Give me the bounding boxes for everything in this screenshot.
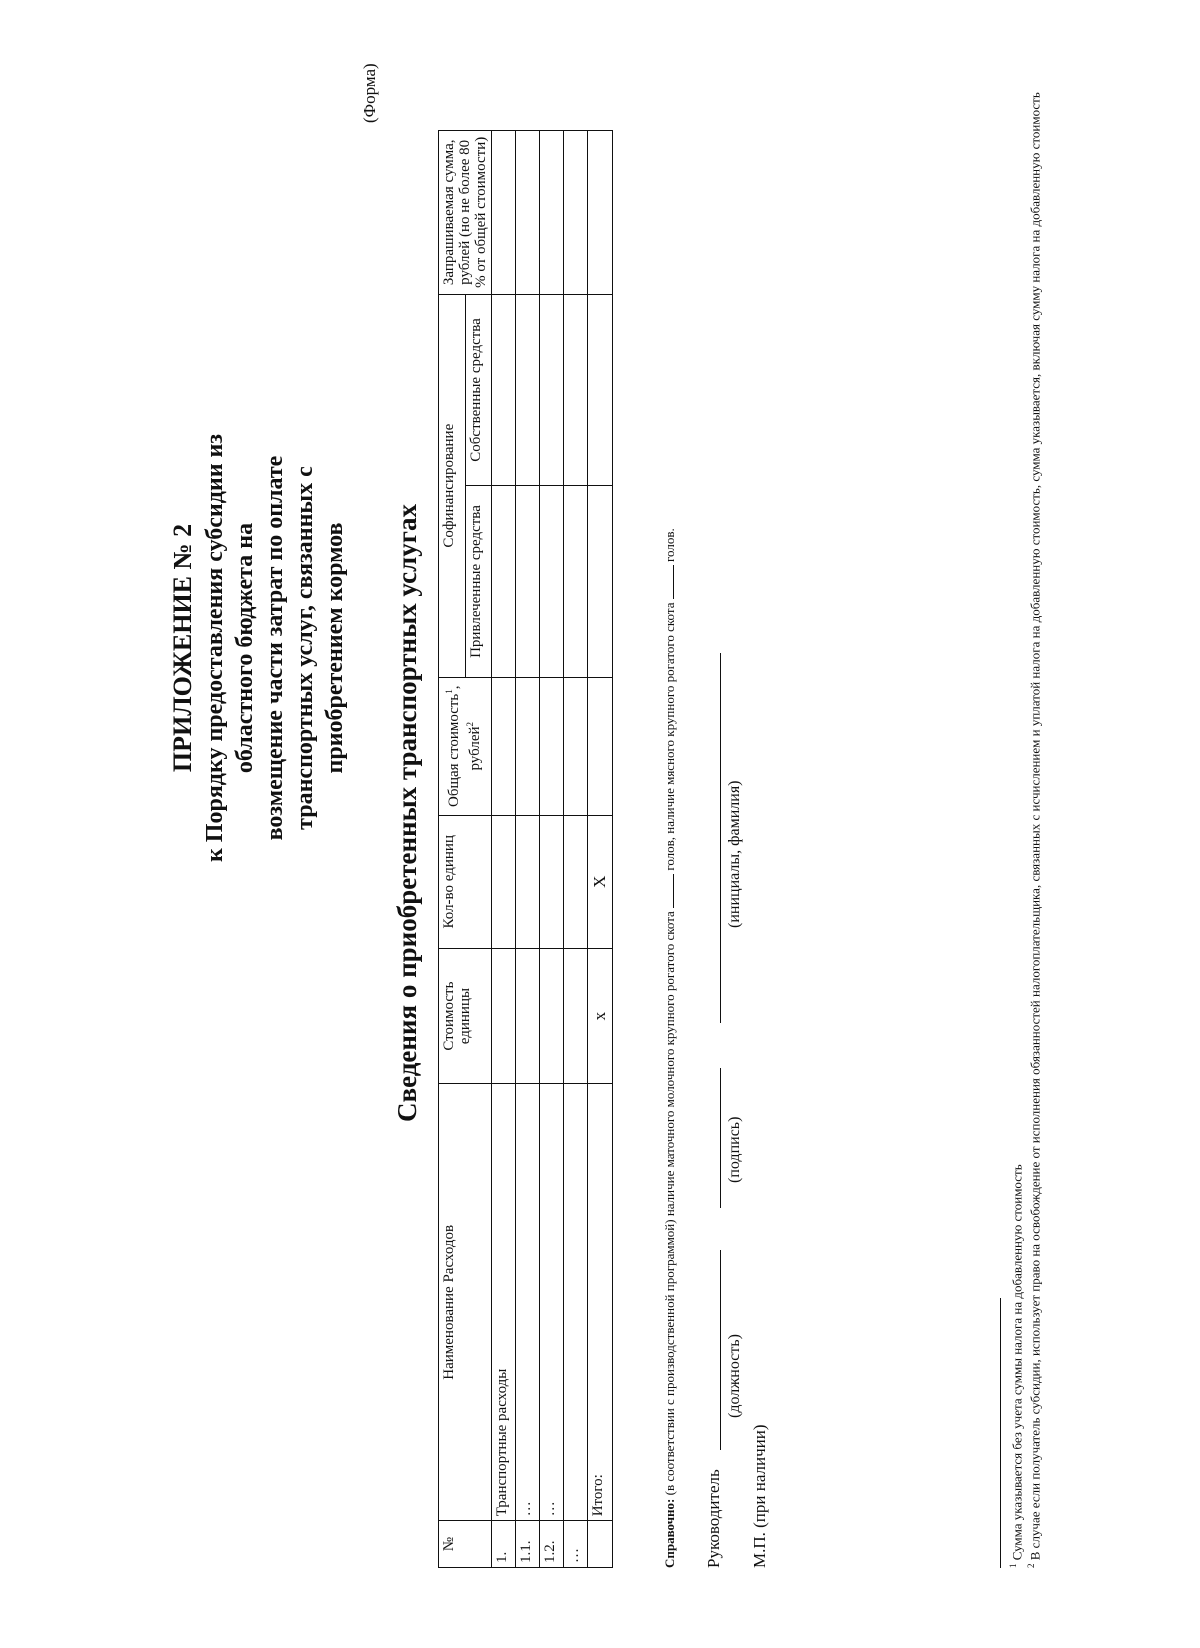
header-own-funds: Собственные средства	[465, 294, 492, 486]
row-cell	[540, 294, 564, 486]
row-cell	[588, 677, 613, 815]
header-num: №	[439, 1521, 492, 1568]
row-name	[564, 1084, 588, 1521]
row-num: 1.	[492, 1521, 516, 1568]
signature-block	[700, 468, 810, 1568]
row-cell	[516, 677, 540, 815]
footnote-text: В случае если получатель субсидии, использует право на освобождение от исполнения обязанностей налогоплательщика, связанных с исчислением и уплатой налога на добавленную стоимость, сумма указывается, включая сумму налога на добавленную стоимость	[1027, 92, 1043, 1561]
row-unit-cost: x	[588, 948, 613, 1084]
footnote-ref-1: 1	[444, 689, 454, 694]
row-quantity: X	[588, 815, 613, 948]
footnote-ref-2: 2	[465, 721, 475, 727]
row-name: Транспортные расходы	[492, 1084, 516, 1521]
appendix-subtitle-line: областного бюджета на	[232, 522, 258, 774]
beef-cattle-blank[interactable]	[663, 565, 674, 599]
footnote-2	[1024, 68, 1042, 1568]
appendix-subtitle-line: к Порядку предоставления субсидии из	[202, 434, 228, 863]
row-cell	[564, 294, 588, 486]
signature-line[interactable]	[720, 1068, 721, 1208]
name-line[interactable]	[720, 653, 721, 1023]
row-cell	[540, 677, 564, 815]
dairy-cattle-blank[interactable]	[663, 874, 674, 908]
appendix-subtitle-line: возмещение части затрат по оплате	[262, 455, 288, 841]
table-title: Сведения о приобретенных транспортных услугах	[392, 504, 422, 1122]
row-cell	[516, 294, 540, 486]
row-cell	[492, 294, 516, 486]
reference-text: (в соответствии с производственной программой) наличие маточного молочного крупного рогатого скота	[662, 911, 677, 1496]
reference-label: Справочно:	[662, 1498, 677, 1568]
reference-note	[662, 528, 678, 1568]
row-quantity	[516, 815, 540, 948]
row-num: …	[564, 1521, 588, 1568]
table-row	[492, 131, 516, 1568]
row-num: 1.1.	[516, 1521, 540, 1568]
appendix-header	[168, 208, 350, 1088]
signature-caption: (подпись)	[726, 1116, 743, 1183]
footnote-divider	[1000, 1298, 1001, 1568]
header-requested-sum: Запрашиваемая сумма, рублей (но не более 80 % от общей стоимости)	[439, 131, 492, 295]
row-cell	[492, 131, 516, 295]
footnote-marker: 2	[1026, 1563, 1037, 1568]
row-cell	[588, 486, 613, 678]
appendix-subtitle-line: транспортных услуг, связанных с	[292, 466, 318, 830]
name-caption: (инициалы, фамилия)	[726, 780, 743, 928]
form-label: (Форма)	[360, 63, 379, 123]
row-quantity	[540, 815, 564, 948]
position-line[interactable]	[720, 1250, 721, 1450]
row-cell	[516, 486, 540, 678]
row-unit-cost	[540, 948, 564, 1084]
footnotes	[1006, 68, 1043, 1568]
header-quantity: Кол-во единиц	[439, 815, 492, 948]
header-total-label: Общая стоимость	[446, 693, 462, 808]
table-row	[564, 131, 588, 1568]
row-cell	[564, 486, 588, 678]
footnote-text: Сумма указывается без учета суммы налога на добавленную стоимость	[1009, 1164, 1025, 1561]
header-total-units: , рублей	[446, 685, 483, 771]
row-cell	[588, 294, 613, 486]
appendix-subtitle-line: приобретением кормов	[322, 522, 348, 774]
reference-text: голов.	[662, 528, 677, 562]
reference-text: голов, наличие мясного крупного рогатого скота	[662, 602, 677, 871]
row-name: Итого:	[588, 1084, 613, 1521]
footnote-1	[1006, 68, 1024, 1568]
row-unit-cost	[492, 948, 516, 1084]
row-cell	[564, 677, 588, 815]
row-cell	[564, 131, 588, 295]
stamp-label: М.П. (при наличии)	[750, 1424, 769, 1568]
row-quantity	[492, 815, 516, 948]
row-quantity	[564, 815, 588, 948]
header-total-cost	[439, 677, 492, 815]
row-cell	[516, 131, 540, 295]
head-label: Руководитель	[704, 1469, 723, 1568]
header-attracted-funds: Привлеченные средства	[465, 486, 492, 678]
transport-services-table	[438, 130, 613, 1568]
row-name: …	[540, 1084, 564, 1521]
row-unit-cost	[564, 948, 588, 1084]
row-cell	[588, 131, 613, 295]
row-cell	[540, 486, 564, 678]
header-unit-cost: Стоимость единицы	[439, 948, 492, 1084]
header-cofinancing: Софинансирование	[439, 294, 466, 677]
table-row-total	[588, 131, 613, 1568]
position-caption: (должность)	[726, 1334, 743, 1418]
row-name: …	[516, 1084, 540, 1521]
row-num: 1.2.	[540, 1521, 564, 1568]
footnote-marker: 1	[1008, 1563, 1018, 1568]
row-cell	[492, 486, 516, 678]
table-row	[540, 131, 564, 1568]
appendix-number: ПРИЛОЖЕНИЕ № 2	[168, 523, 197, 773]
row-cell	[540, 131, 564, 295]
table-row	[516, 131, 540, 1568]
row-unit-cost	[516, 948, 540, 1084]
header-name: Наименование Расходов	[439, 1084, 492, 1521]
row-num	[588, 1521, 613, 1568]
row-cell	[492, 677, 516, 815]
